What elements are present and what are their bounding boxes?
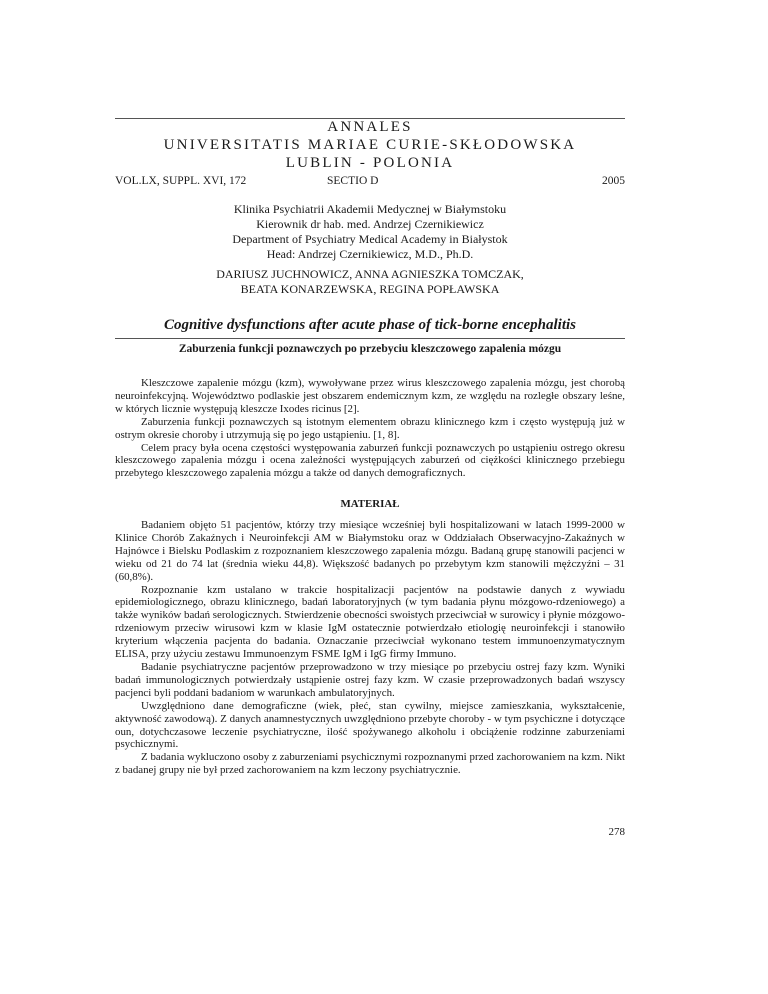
paragraph: Kleszczowe zapalenie mózgu (kzm), wywoływane przez wirus kleszczowego zapalenia mózgu, jest chorobą neuroinfekcyjną. Województwo podlaskie jest obszarem endemicznym kzm, ze względu na rozległe obszary leśne, w których licznie występują kleszcze Ixodes ricinus [2].: [115, 377, 625, 415]
affiliation-line: Head: Andrzej Czernikiewicz, M.D., Ph.D.: [266, 247, 474, 261]
authors-line: DARIUSZ JUCHNOWICZ, ANNA AGNIESZKA TOMCZAK,: [216, 267, 524, 281]
paragraph: Rozpoznanie kzm ustalano w trakcie hospitalizacji pacjentów na podstawie danych z wywiadu epidemiologicznego, obrazu klinicznego, badań laboratoryjnych (w tym badania płynu mózgowo-rdzeniowego) a także wyników badań serologicznych. Stwierdzenie obecności swoistych przeciwciał w surowicy i płynie mózgowo-rdzeniowym przeciw wirusowi kzm w klasie IgM ostatecznie potwierdzało etiologię neuroinfekcji i stanowiło kryterium włączenia pacjenta do badania. Oznaczanie przeciwciał wykonano testem immunoenzymatycznym ELISA, przy użyciu zestawu Immunoenzym FSME IgM i IgG firmy Immuno.: [115, 583, 625, 661]
paragraph: Badaniem objęto 51 pacjentów, którzy trzy miesiące wcześniej byli hospitalizowani w latach 1999-2000 w Klinice Chorób Zakaźnych i Neuroinfekcji AM w Białymstoku oraz w Oddziałach Obserwacyjno-Zakaźnych w Hajnówce i Bielsku Podlaskim z rozpoznaniem kleszczowego zapalenia mózgu. Badaną grupę stanowili pacjenci w wieku od 21 do 74 lat (średnia wieku 44,8). Większość badanych po przebytym kzm stanowili mężczyźni – 31 (60,8%).: [115, 519, 625, 583]
affiliation-line: Kierownik dr hab. med. Andrzej Czernikiewicz: [256, 217, 484, 231]
section-heading-material: MATERIAŁ: [340, 498, 400, 510]
section-info: SECTIO D: [327, 175, 379, 187]
journal-header: [115, 118, 625, 172]
year-info: 2005: [602, 175, 625, 187]
introduction-text: [115, 377, 625, 480]
paragraph: Z badania wykluczono osoby z zaburzeniami psychicznymi rozpoznanymi przed zachorowaniem na kzm. Nikt z badanej grupy nie był przed zachorowaniem na kzm leczony psychiatrycznie.: [115, 751, 625, 777]
page-number: 278: [608, 826, 625, 838]
paragraph: Badanie psychiatryczne pacjentów przeprowadzono w trzy miesiące po przebyciu ostrej fazy kzm. Wyniki badań immunologicznych potwierdzały ustąpienie ostrej fazy kzm. W czasie przeprowadzonych badań wszyscy pacjenci byli poddani badaniom w warunkach ambulatoryjnych.: [115, 660, 625, 699]
title-rule: [115, 338, 625, 339]
journal-name-line3: LUBLIN - POLONIA: [285, 155, 455, 171]
journal-name-line2: UNIVERSITATIS MARIAE CURIE-SKŁODOWSKA: [163, 137, 577, 153]
volume-info: VOL.LX, SUPPL. XVI, 172: [115, 175, 247, 187]
affiliation-line: Department of Psychiatry Medical Academy in Białystok: [232, 232, 508, 246]
affiliation-line: Klinika Psychiatrii Akademii Medycznej w Białymstoku: [233, 202, 507, 216]
paragraph: Zaburzenia funkcji poznawczych są istotnym elementem obrazu klinicznego kzm i często występują już w ostrym okresie choroby i utrzymują się po jego ustąpieniu. [1, 8].: [115, 415, 625, 441]
journal-name-line1: ANNALES: [327, 119, 413, 135]
authors-line: BEATA KONARZEWSKA, REGINA POPŁAWSKA: [240, 282, 500, 296]
article-title-polish: Zaburzenia funkcji poznawczych po przebyciu kleszczowego zapalenia mózgu: [178, 343, 562, 355]
article-title-english: Cognitive dysfunctions after acute phase of tick-borne encephalitis: [163, 317, 577, 333]
affiliation-block: [115, 202, 625, 262]
authors-block: [115, 267, 625, 297]
material-text: [115, 519, 625, 777]
paragraph: Uwzględniono dane demograficzne (wiek, płeć, stan cywilny, miejsce zamieszkania, wykształcenie, aktywność zawodową). Z danych anamnestycznych uwzględniono przebyte choroby - w tym psychiczne i dotyczące oun, dotychczasowe leczenie psychiatryczne, ilość spożywanego alkoholu i obciążenie rodzinne zaburzeniami psychicznymi.: [115, 699, 625, 751]
paragraph: Celem pracy była ocena częstości występowania zaburzeń funkcji poznawczych po ustąpieniu ostrego okresu kleszczowego zapalenia mózgu i ocena zależności występujących zaburzeń od ciężkości klinicznego przebiegu przebytego kleszczowego zapalenia mózgu a także od danych demograficznych.: [115, 441, 625, 480]
